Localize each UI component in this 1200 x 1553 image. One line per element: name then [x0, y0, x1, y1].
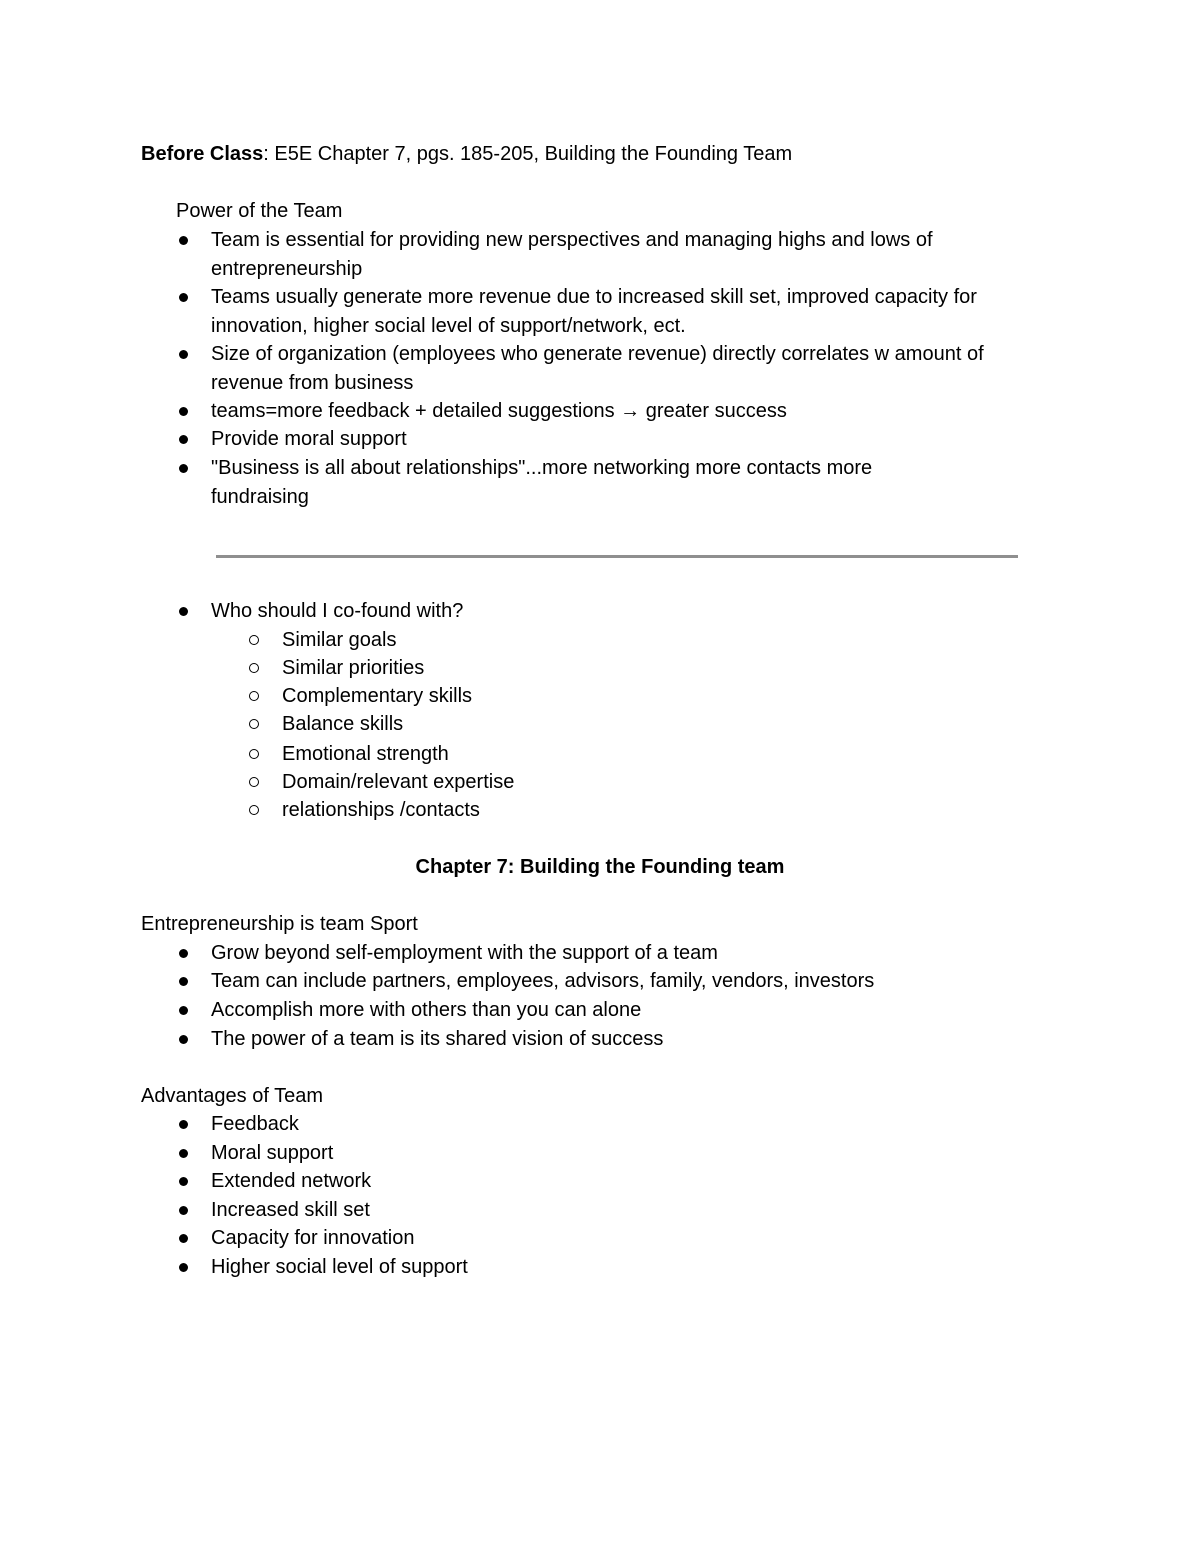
list-item-text: Who should I co-found with?: [211, 600, 464, 622]
before-class-label: Before Class: [141, 143, 264, 165]
sub-list-item-text: Similar goals: [282, 629, 397, 651]
horizontal-divider: [216, 555, 1018, 558]
list-item-text: "Business is all about relationships"...more networking more contacts more fundraising: [211, 457, 873, 508]
sub-list-item-text: Emotional strength: [282, 743, 449, 765]
bullet-icon: [179, 293, 188, 302]
hollow-bullet-icon: [249, 663, 259, 673]
bullet-icon: [179, 1263, 188, 1272]
bullet-icon: [179, 1006, 188, 1015]
bullet-icon: [179, 607, 188, 616]
list-item-text: Capacity for innovation: [211, 1227, 415, 1249]
before-class-line: [141, 140, 792, 168]
hollow-bullet-icon: [249, 749, 259, 759]
bullet-icon: [179, 949, 188, 958]
advantages-title: Advantages of Team: [141, 1085, 323, 1107]
bullet-icon: [179, 977, 188, 986]
bullet-icon: [179, 236, 188, 245]
bullet-icon: [179, 1234, 188, 1243]
sub-list-item-text: Balance skills: [282, 713, 404, 735]
before-class-text: : E5E Chapter 7, pgs. 185-205, Building the Founding Team: [263, 143, 793, 165]
power-section-title: Power of the Team: [176, 200, 343, 222]
list-item-text: Feedback: [211, 1113, 299, 1135]
bullet-icon: [179, 435, 188, 444]
hollow-bullet-icon: [249, 719, 259, 729]
list-item-text: Moral support: [211, 1142, 334, 1164]
sub-list-item-text: Domain/relevant expertise: [282, 771, 515, 793]
bullet-icon: [179, 1206, 188, 1215]
hollow-bullet-icon: [249, 805, 259, 815]
team-sport-title: Entrepreneurship is team Sport: [141, 913, 418, 935]
bullet-icon: [179, 407, 188, 416]
list-item-text: Increased skill set: [211, 1199, 370, 1221]
list-item-text: Provide moral support: [211, 428, 407, 450]
list-item-text: The power of a team is its shared vision of success: [211, 1028, 664, 1050]
bullet-icon: [179, 1035, 188, 1044]
bullet-icon: [179, 1120, 188, 1129]
sub-list-item-text: Complementary skills: [282, 685, 473, 707]
list-item-text: Team is essential for providing new perspectives and managing highs and lows of entrepreneurship: [211, 229, 933, 280]
list-item-text: Teams usually generate more revenue due to increased skill set, improved capacity for innovation, higher social level of support/network, ect.: [211, 286, 977, 337]
list-item-text: Accomplish more with others than you can alone: [211, 999, 642, 1021]
bullet-icon: [179, 1177, 188, 1186]
bullet-icon: [179, 464, 188, 473]
hollow-bullet-icon: [249, 777, 259, 787]
hollow-bullet-icon: [249, 635, 259, 645]
sub-list-item-text: relationships /contacts: [282, 799, 480, 821]
list-item-text: Size of organization (employees who generate revenue) directly correlates w amount of revenue from business: [211, 343, 984, 394]
bullet-icon: [179, 350, 188, 359]
bullet-icon: [179, 1149, 188, 1158]
sub-list-item-text: Similar priorities: [282, 657, 425, 679]
list-item-text: Extended network: [211, 1170, 372, 1192]
list-item-text: Team can include partners, employees, advisors, family, vendors, investors: [211, 970, 875, 992]
list-item-text: teams=more feedback + detailed suggestions → greater success: [211, 400, 787, 422]
list-item-text: Grow beyond self-employment with the support of a team: [211, 942, 718, 964]
hollow-bullet-icon: [249, 691, 259, 701]
list-item-text: Higher social level of support: [211, 1256, 468, 1278]
chapter-heading: Chapter 7: Building the Founding team: [415, 856, 785, 878]
